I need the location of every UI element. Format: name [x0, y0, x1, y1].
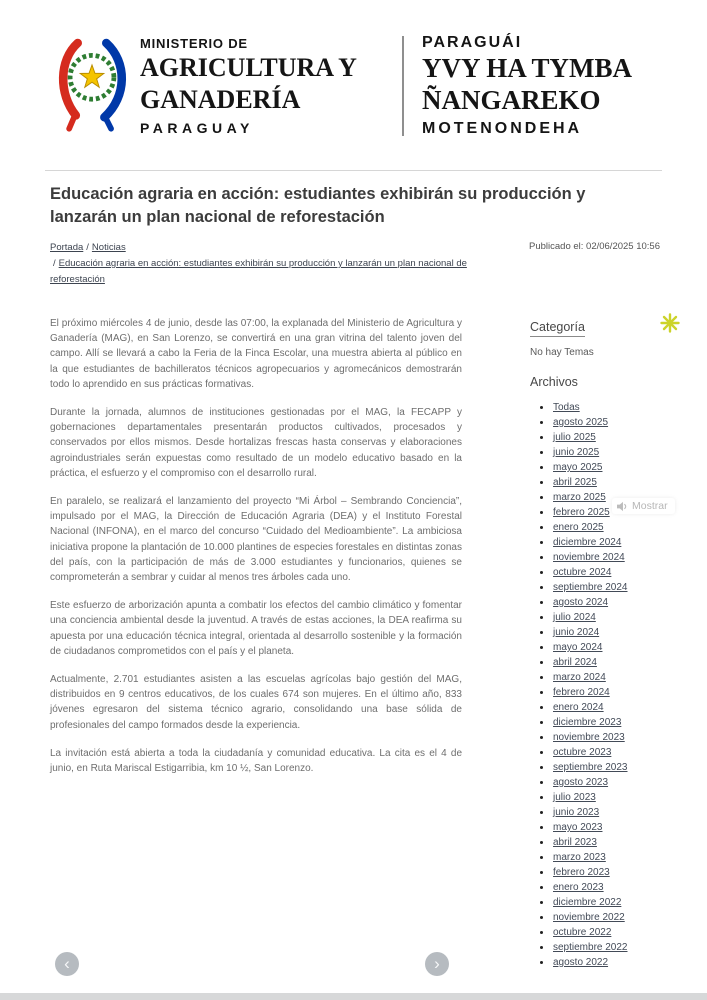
- archive-link[interactable]: octubre 2024: [553, 567, 612, 578]
- archive-item: [540, 460, 680, 475]
- archive-item: [540, 655, 680, 670]
- archive-link[interactable]: agosto 2025: [553, 417, 609, 428]
- archive-link[interactable]: junio 2024: [553, 627, 600, 638]
- archive-item: [540, 955, 680, 970]
- archive-item: [540, 775, 680, 790]
- article-paragraph: Actualmente, 2.701 estudiantes asisten a las escuelas agrícolas bajo gestión del MAG, distribuidos en 9 centros educativos, de los cuales 674 son mujeres. En el último año, 833 jóvenes egresaron del sistema técnico agrario, consolidando una base sólida de profesionales del campo formados desde la experiencia.: [50, 674, 462, 731]
- archive-item: [540, 580, 680, 595]
- archive-item: [540, 400, 680, 415]
- category-empty-text: No hay Temas: [530, 347, 594, 358]
- carousel-prev-button[interactable]: ‹: [55, 952, 79, 976]
- archive-link[interactable]: diciembre 2022: [553, 897, 622, 908]
- archive-link[interactable]: febrero 2024: [553, 687, 610, 698]
- archive-item: [540, 700, 680, 715]
- archive-link[interactable]: diciembre 2024: [553, 537, 622, 548]
- archive-item: [540, 535, 680, 550]
- archive-item: [540, 760, 680, 775]
- guarani-line3: ÑANGAREKO: [422, 85, 601, 115]
- archive-item: [540, 715, 680, 730]
- archive-link[interactable]: abril 2023: [553, 837, 597, 848]
- archive-item: [540, 415, 680, 430]
- archives-heading: Archivos: [530, 375, 578, 389]
- archive-link[interactable]: agosto 2022: [553, 957, 609, 968]
- ministry-wordmark: [140, 36, 357, 136]
- category-heading-label: Categoría: [530, 320, 585, 337]
- archive-item: [540, 625, 680, 640]
- archive-item: [540, 685, 680, 700]
- archive-link[interactable]: julio 2025: [553, 432, 596, 443]
- archive-item: [540, 805, 680, 820]
- archive-item: [540, 640, 680, 655]
- breadcrumb-noticias-link[interactable]: Noticias: [91, 242, 126, 253]
- article-paragraph: En paralelo, se realizará el lanzamiento del proyecto “Mi Árbol – Sembrando Conciencia”, impulsado por el MAG, la Dirección de Educación Agraria (DEA) y el Instituto Forestal Nacional (INFONA), en el marco del concurso “Cuidado del Medioambiente”. La ambiciosa iniciativa propone la plantación de 10.000 plantines de especies forestales en distintas zonas del país, con la participación de más de 3.000 estudiantes y funcionarios, quienes se comprometerán a sembrar y cuidar al menos tres árboles cada uno.: [50, 496, 462, 584]
- ministry-line1: MINISTERIO DE: [140, 36, 248, 51]
- ministry-line4: PARAGUAY: [140, 120, 254, 136]
- archive-item: [540, 940, 680, 955]
- article-body: [50, 316, 462, 789]
- archive-item: [540, 595, 680, 610]
- mostrar-label: Mostrar: [632, 500, 668, 512]
- archive-item: [540, 730, 680, 745]
- article-paragraph: El próximo miércoles 4 de junio, desde las 07:00, la explanada del Ministerio de Agricultura y Ganadería (MAG), en San Lorenzo, se convertirá en una gran vitrina del talento joven del campo. Allí se llevará a cabo la Feria de la Finca Escolar, una muestra abierta al público en la que estudiantes de bachilleratos técnicos agropecuarios y agromecánicos demostrarán todo lo aprendido en sus prácticas formativas.: [50, 318, 462, 390]
- archive-link[interactable]: marzo 2023: [553, 852, 606, 863]
- archive-link[interactable]: septiembre 2023: [553, 762, 628, 773]
- archive-link[interactable]: septiembre 2024: [553, 582, 628, 593]
- archive-item: [540, 610, 680, 625]
- guarani-line1: PARAGUÁI: [422, 34, 523, 51]
- guarani-wordmark: [422, 34, 632, 138]
- guarani-line2: YVY HA TYMBA: [422, 53, 633, 83]
- category-heading: [530, 320, 680, 337]
- archive-item: [540, 895, 680, 910]
- archive-item: [540, 910, 680, 925]
- archive-link[interactable]: mayo 2023: [553, 822, 603, 833]
- archives-list: [530, 400, 680, 970]
- archive-link[interactable]: mayo 2025: [553, 462, 603, 473]
- archive-link[interactable]: julio 2024: [553, 612, 596, 623]
- guarani-line4: MOTENONDEHA: [422, 120, 583, 137]
- archive-item: [540, 550, 680, 565]
- accessibility-asterisk-icon[interactable]: [660, 313, 680, 333]
- breadcrumb-portada-link[interactable]: Portada: [50, 242, 84, 253]
- archive-link[interactable]: enero 2025: [553, 522, 604, 533]
- archive-link[interactable]: julio 2023: [553, 792, 596, 803]
- archive-link[interactable]: octubre 2022: [553, 927, 612, 938]
- carousel-next-button[interactable]: ›: [425, 952, 449, 976]
- breadcrumb: [50, 240, 480, 288]
- archive-item: [540, 520, 680, 535]
- archive-item: [540, 865, 680, 880]
- archive-link[interactable]: junio 2025: [553, 447, 600, 458]
- archive-link[interactable]: octubre 2023: [553, 747, 612, 758]
- archive-item: [540, 445, 680, 460]
- archive-link[interactable]: agosto 2024: [553, 597, 609, 608]
- ministry-line3: GANADERÍA: [140, 85, 301, 114]
- archive-item: [540, 790, 680, 805]
- coat-of-arms-svg: [52, 32, 132, 134]
- archive-link[interactable]: noviembre 2024: [553, 552, 625, 563]
- archive-item: [540, 850, 680, 865]
- archive-link[interactable]: abril 2024: [553, 657, 597, 668]
- archive-link[interactable]: Todas: [553, 402, 580, 413]
- archive-link[interactable]: marzo 2024: [553, 672, 606, 683]
- sidebar: [530, 320, 680, 970]
- archive-link[interactable]: noviembre 2022: [553, 912, 625, 923]
- archive-item: [540, 430, 680, 445]
- archive-link[interactable]: junio 2023: [553, 807, 600, 818]
- archive-link[interactable]: diciembre 2023: [553, 717, 622, 728]
- article-paragraph: Durante la jornada, alumnos de instituciones gestionadas por el MAG, la FECAPP y gobernaciones departamentales presentarán productos cultivados, procesados y conservados por ellos mismos. Desde hortalizas frescas hasta conservas y elaboraciones agroindustriales serán expuestas como resultado de un modelo educativo basado en la práctica, el esfuerzo y el compromiso con el desarrollo rural.: [50, 407, 462, 479]
- archive-link[interactable]: agosto 2023: [553, 777, 609, 788]
- archive-item: [540, 745, 680, 760]
- article-paragraph: La invitación está abierta a toda la ciudadanía y comunidad educativa. La cita es el 4 de junio, en Ruta Mariscal Estigarribia, km 10 ½, San Lorenzo.: [50, 747, 462, 775]
- archive-link[interactable]: mayo 2024: [553, 642, 603, 653]
- breadcrumb-current-link[interactable]: Educación agraria en acción: estudiantes exhibirán su producción y lanzarán un plan nacional de reforestación: [50, 258, 467, 285]
- archive-item: [540, 925, 680, 940]
- archive-item: [540, 475, 680, 490]
- speaker-icon: [617, 501, 628, 512]
- breadcrumb-separator: /: [53, 258, 56, 269]
- header-rule: [45, 170, 662, 171]
- bottom-strip: [0, 993, 707, 1000]
- archive-link[interactable]: abril 2025: [553, 477, 597, 488]
- archive-link[interactable]: noviembre 2023: [553, 732, 625, 743]
- archive-item: [540, 880, 680, 895]
- archive-link[interactable]: febrero 2023: [553, 867, 610, 878]
- archive-item: [540, 835, 680, 850]
- coat-of-arms-logo: [52, 32, 132, 134]
- article-paragraph: Este esfuerzo de arborización apunta a combatir los efectos del cambio climático y fomentar una conciencia ambiental desde la juventud. A través de estas acciones, la DEA reafirma su apuesta por una educación técnica integral, orientada al desarrollo sostenible y la formación de ciudadanos comprometidos con el país y el planeta.: [50, 600, 462, 657]
- archive-link[interactable]: marzo 2025: [553, 492, 606, 503]
- archive-link[interactable]: enero 2023: [553, 882, 604, 893]
- published-date: Publicado el: 02/06/2025 10:56: [529, 241, 660, 252]
- archive-link[interactable]: enero 2024: [553, 702, 604, 713]
- mostrar-tooltip[interactable]: [612, 498, 675, 514]
- archive-link[interactable]: septiembre 2022: [553, 942, 628, 953]
- archive-link[interactable]: febrero 2025: [553, 507, 610, 518]
- breadcrumb-separator: /: [86, 242, 89, 253]
- archive-item: [540, 670, 680, 685]
- archive-item: [540, 820, 680, 835]
- page-title: Educación agraria en acción: estudiantes exhibirán su producción y lanzarán un plan nacional de reforestación: [50, 185, 586, 226]
- archive-item: [540, 565, 680, 580]
- ministry-line2: AGRICULTURA Y: [140, 53, 357, 82]
- header-divider: [402, 36, 404, 136]
